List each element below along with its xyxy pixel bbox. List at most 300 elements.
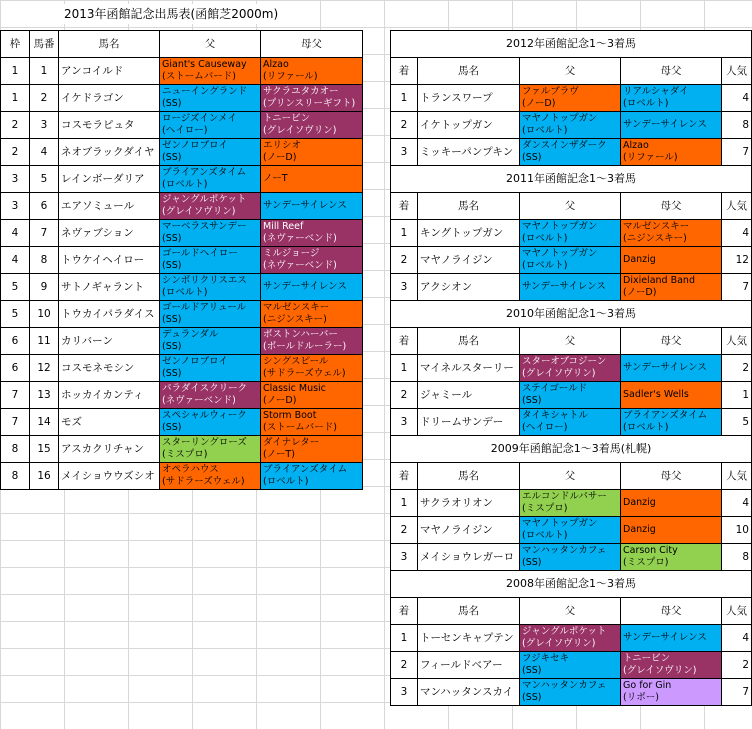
section-header-row [391, 598, 752, 625]
broodmare-sire-cell-line1: Alzao [263, 59, 289, 70]
broodmare-sire-cell[interactable] [621, 652, 722, 679]
broodmare-sire-cell-line2: (ネヴァーベンド) [263, 260, 337, 271]
sire-cell[interactable] [160, 436, 261, 463]
broodmare-sire-cell-line2: (ストームバード) [263, 422, 337, 433]
umaban-cell[interactable]: 7 [30, 220, 59, 247]
sire-cell-line1: シンボリクリスエス [162, 275, 247, 286]
sire-cell[interactable] [160, 328, 261, 355]
result-row [391, 355, 752, 382]
horse-name-cell[interactable]: ミッキーパンプキン [418, 139, 520, 166]
entry-row [1, 220, 363, 247]
umaban-cell[interactable]: 4 [30, 139, 59, 166]
broodmare-sire-cell-line1: サクラユタカオー [263, 86, 339, 97]
waku-cell[interactable]: 2 [1, 112, 30, 139]
entry-row [1, 274, 363, 301]
sire-cell-line2: (ノーD) [522, 98, 556, 109]
section-header-cell: 馬名 [418, 328, 520, 355]
sire-cell-line1: ダンスインザダーク [522, 140, 607, 151]
sire-cell-line2: (SS) [162, 368, 182, 379]
broodmare-sire-cell-line1: ブライアンズタイム [623, 410, 708, 421]
waku-cell[interactable]: 3 [1, 193, 30, 220]
sire-cell[interactable] [520, 517, 621, 544]
entry-row [1, 409, 363, 436]
broodmare-sire-cell-line2: (ノーD) [623, 287, 657, 298]
sire-cell[interactable] [160, 58, 261, 85]
finish-cell[interactable]: 1 [391, 625, 418, 652]
broodmare-sire-cell[interactable] [261, 328, 363, 355]
waku-cell[interactable]: 7 [1, 409, 30, 436]
entry-row [1, 58, 363, 85]
sire-cell-line2: (ロベルト) [522, 260, 568, 271]
broodmare-sire-cell[interactable] [261, 58, 363, 85]
sire-cell[interactable] [160, 463, 261, 490]
sire-cell-line1: ゴールドアリュール [162, 302, 247, 313]
sire-cell-line2: (グレイソヴリン) [522, 638, 596, 649]
sire-cell-line1: ロージズインメイ [162, 113, 237, 124]
sire-cell-line2: (ストームバード) [162, 71, 236, 82]
broodmare-sire-cell[interactable] [261, 85, 363, 112]
sire-cell[interactable] [520, 652, 621, 679]
sire-cell-line1: マンハッタンカフェ [522, 680, 607, 691]
finish-cell[interactable]: 1 [391, 220, 418, 247]
entry-header-cell: 枠 [1, 31, 30, 58]
horse-name-cell[interactable]: ジャミール [418, 382, 520, 409]
sire-cell-line2: (SS) [162, 341, 182, 352]
broodmare-sire-cell-line1: Carson City [623, 545, 678, 556]
popularity-cell[interactable]: 12 [722, 247, 752, 274]
entry-table [0, 30, 363, 490]
horse-name-cell[interactable]: トランスワープ [418, 85, 520, 112]
popularity-cell[interactable]: 8 [722, 112, 752, 139]
horse-name-cell[interactable]: ドリームサンデー [418, 409, 520, 436]
sire-cell-line1: ブライアンズタイム [162, 167, 247, 178]
sire-cell[interactable] [520, 139, 621, 166]
broodmare-sire-cell[interactable] [261, 274, 363, 301]
umaban-cell[interactable]: 13 [30, 382, 59, 409]
sire-cell[interactable] [160, 382, 261, 409]
section-header-cell: 着 [391, 58, 418, 85]
broodmare-sire-cell-line2: (ボールドルーラー) [263, 341, 347, 352]
broodmare-sire-cell-line2: (ロベルト) [623, 422, 669, 433]
waku-cell[interactable]: 6 [1, 355, 30, 382]
broodmare-sire-cell-line1: ダイナレター [263, 437, 320, 448]
entry-header-cell: 父 [160, 31, 261, 58]
section-header-cell: 着 [391, 463, 418, 490]
horse-name-cell[interactable]: イケドラゴン [59, 85, 160, 112]
sire-cell-line1: ゼンノロブロイ [162, 140, 228, 151]
horse-name-cell[interactable]: アスカクリチャン [59, 436, 160, 463]
broodmare-sire-cell[interactable] [621, 679, 722, 706]
horse-name-cell[interactable]: アクシオン [418, 274, 520, 301]
waku-cell[interactable]: 4 [1, 220, 30, 247]
result-row [391, 112, 752, 139]
popularity-cell[interactable]: 1 [722, 382, 752, 409]
broodmare-sire-cell-line2: (リファール) [623, 152, 678, 163]
waku-cell[interactable]: 6 [1, 328, 30, 355]
sire-cell-line2: (ヘイロー) [162, 125, 208, 136]
section-header-cell: 人気 [722, 463, 752, 490]
section-header-row [391, 58, 752, 85]
sire-cell-line1: パラダイスクリーク [162, 383, 248, 394]
horse-name-cell[interactable]: モズ [59, 409, 160, 436]
sire-cell[interactable] [520, 382, 621, 409]
broodmare-sire-cell-line2: (ネヴァーベンド) [263, 233, 337, 244]
past-results-table [390, 30, 752, 706]
popularity-cell[interactable]: 7 [722, 679, 752, 706]
popularity-cell[interactable]: 8 [722, 544, 752, 571]
sire-cell[interactable] [520, 247, 621, 274]
sire-cell[interactable] [160, 85, 261, 112]
broodmare-sire-cell-line1: Danzig [623, 254, 656, 265]
broodmare-sire-cell-line1: サンデーサイレンス [263, 281, 347, 292]
broodmare-sire-cell-line1: トニービン [623, 653, 671, 664]
section-header-cell: 着 [391, 193, 418, 220]
popularity-cell[interactable]: 10 [722, 517, 752, 544]
sire-cell-line2: (ロベルト) [522, 530, 568, 541]
section-header-cell: 母父 [621, 463, 722, 490]
umaban-cell[interactable]: 1 [30, 58, 59, 85]
sire-cell-line2: (SS) [522, 665, 542, 676]
horse-name-cell[interactable]: フィールドベアー [418, 652, 520, 679]
finish-cell[interactable]: 3 [391, 544, 418, 571]
horse-name-cell[interactable]: サトノギャラント [59, 274, 160, 301]
entry-row [1, 85, 363, 112]
waku-cell[interactable]: 5 [1, 301, 30, 328]
sire-cell[interactable] [520, 85, 621, 112]
section-header-cell: 父 [520, 193, 621, 220]
horse-name-cell[interactable]: ネオブラックダイヤ [59, 139, 160, 166]
result-row [391, 382, 752, 409]
sire-cell[interactable] [160, 301, 261, 328]
sire-cell-line1: マヤノトップガン [522, 221, 598, 232]
horse-name-cell[interactable]: マイネルスターリー [418, 355, 520, 382]
broodmare-sire-cell-line1: シングスピール [263, 356, 329, 367]
entry-row [1, 139, 363, 166]
broodmare-sire-cell-line1: ボストンハーバー [263, 329, 338, 340]
sire-cell[interactable] [160, 139, 261, 166]
horse-name-cell[interactable]: トウケイヘイロー [59, 247, 160, 274]
broodmare-sire-cell-line1: サンデーサイレンス [623, 119, 707, 130]
result-row [391, 85, 752, 112]
sire-cell[interactable] [160, 166, 261, 193]
sire-cell-line1: Giant's Causeway [162, 59, 247, 70]
finish-cell[interactable]: 1 [391, 355, 418, 382]
broodmare-sire-cell-line2: (ニジンスキー) [263, 314, 327, 325]
horse-name-cell[interactable]: ホッカイカンティ [59, 382, 160, 409]
entry-row [1, 355, 363, 382]
broodmare-sire-cell-line1: Danzig [623, 524, 656, 535]
sire-cell-line2: (ロベルト) [522, 125, 568, 136]
broodmare-sire-cell[interactable] [261, 409, 363, 436]
sire-cell[interactable] [520, 274, 621, 301]
sire-cell-line2: (SS) [162, 314, 182, 325]
horse-name-cell[interactable]: マヤノライジン [418, 247, 520, 274]
result-row [391, 274, 752, 301]
popularity-cell[interactable]: 4 [722, 490, 752, 517]
waku-cell[interactable]: 1 [1, 58, 30, 85]
section-title-row [391, 301, 752, 328]
broodmare-sire-cell-line1: トニービン [263, 113, 311, 124]
entry-header-cell: 馬番 [30, 31, 59, 58]
result-row [391, 625, 752, 652]
broodmare-sire-cell[interactable] [621, 382, 722, 409]
section-title-row [391, 31, 752, 58]
umaban-cell[interactable]: 6 [30, 193, 59, 220]
finish-cell[interactable]: 2 [391, 517, 418, 544]
broodmare-sire-cell-line2: (サドラーズウェル) [263, 368, 346, 379]
waku-cell[interactable]: 4 [1, 247, 30, 274]
sire-cell[interactable] [520, 355, 621, 382]
result-row [391, 220, 752, 247]
entry-row [1, 247, 363, 274]
umaban-cell[interactable]: 10 [30, 301, 59, 328]
horse-name-cell[interactable]: トーセンキャプテン [418, 625, 520, 652]
section-header-cell: 母父 [621, 598, 722, 625]
entry-row [1, 382, 363, 409]
sire-cell[interactable] [160, 274, 261, 301]
broodmare-sire-cell-line2: (グレイソヴリン) [623, 665, 697, 676]
section-header-cell: 人気 [722, 193, 752, 220]
broodmare-sire-cell-line1: リアルシャダイ [623, 86, 689, 97]
sire-cell-line1: マンハッタンカフェ [522, 545, 607, 556]
section-header-cell: 父 [520, 598, 621, 625]
broodmare-sire-cell-line2: (リファール) [263, 71, 318, 82]
section-header-cell: 父 [520, 58, 621, 85]
broodmare-sire-cell-line1: マルゼンスキー [623, 221, 690, 232]
umaban-cell[interactable]: 2 [30, 85, 59, 112]
sire-cell-line2: (グレイソヴリン) [162, 206, 236, 217]
sire-cell-line2: (グレイソヴリン) [522, 368, 596, 379]
sire-cell-line1: スペシャルウィーク [162, 410, 247, 421]
broodmare-sire-cell[interactable] [621, 490, 722, 517]
popularity-cell[interactable]: 5 [722, 409, 752, 436]
sire-cell[interactable] [520, 679, 621, 706]
sire-cell-line2: (SS) [522, 557, 542, 568]
broodmare-sire-cell[interactable] [261, 112, 363, 139]
section-header-cell: 馬名 [418, 463, 520, 490]
popularity-cell[interactable]: 4 [722, 220, 752, 247]
entry-row [1, 301, 363, 328]
broodmare-sire-cell-line1: Go for Gin [623, 680, 672, 691]
broodmare-sire-cell[interactable] [621, 625, 722, 652]
horse-name-cell[interactable]: コスモネモシン [59, 355, 160, 382]
popularity-cell[interactable]: 7 [722, 139, 752, 166]
waku-cell[interactable]: 7 [1, 382, 30, 409]
finish-cell[interactable]: 2 [391, 112, 418, 139]
broodmare-sire-cell[interactable] [621, 517, 722, 544]
waku-cell[interactable]: 8 [1, 463, 30, 490]
sire-cell[interactable] [520, 112, 621, 139]
result-row [391, 679, 752, 706]
waku-cell[interactable]: 5 [1, 274, 30, 301]
broodmare-sire-cell-line2: (リボー) [623, 692, 659, 703]
broodmare-sire-cell-line1: Classic Music [263, 383, 326, 394]
broodmare-sire-cell[interactable] [621, 85, 722, 112]
sire-cell-line2: (SS) [162, 422, 182, 433]
sire-cell-line1: マヤノトップガン [522, 113, 598, 124]
broodmare-sire-cell[interactable] [621, 247, 722, 274]
sire-cell-line2: (ミスプロ) [162, 449, 208, 460]
sire-cell-line2: (サドラーズウェル) [162, 476, 245, 487]
popularity-cell[interactable]: 7 [722, 274, 752, 301]
entry-row [1, 328, 363, 355]
horse-name-cell[interactable]: メイショウウズシオ [59, 463, 160, 490]
broodmare-sire-cell[interactable] [261, 193, 363, 220]
finish-cell[interactable]: 2 [391, 247, 418, 274]
sire-cell[interactable] [160, 112, 261, 139]
section-header-row [391, 193, 752, 220]
waku-cell[interactable]: 1 [1, 85, 30, 112]
sire-cell-line1: サンデーサイレンス [522, 281, 606, 292]
finish-cell[interactable]: 3 [391, 409, 418, 436]
entry-row [1, 166, 363, 193]
broodmare-sire-cell[interactable] [621, 544, 722, 571]
broodmare-sire-cell[interactable] [261, 139, 363, 166]
horse-name-cell[interactable]: カリバーン [59, 328, 160, 355]
popularity-cell[interactable]: 2 [722, 652, 752, 679]
finish-cell[interactable]: 2 [391, 652, 418, 679]
sire-cell-line1: ニューイングランド [162, 86, 248, 97]
broodmare-sire-cell[interactable] [621, 274, 722, 301]
result-row [391, 247, 752, 274]
section-header-row [391, 463, 752, 490]
horse-name-cell[interactable]: イケトップガン [418, 112, 520, 139]
waku-cell[interactable]: 2 [1, 139, 30, 166]
section-title: 2011年函館記念1～3着馬 [391, 166, 752, 193]
broodmare-sire-cell-line1: ブライアンズタイム [263, 464, 348, 475]
result-row [391, 490, 752, 517]
result-row [391, 544, 752, 571]
finish-cell[interactable]: 1 [391, 490, 418, 517]
sire-cell[interactable] [160, 355, 261, 382]
entry-row [1, 193, 363, 220]
sire-cell[interactable] [520, 625, 621, 652]
broodmare-sire-cell[interactable] [621, 355, 722, 382]
broodmare-sire-cell[interactable] [261, 463, 363, 490]
popularity-cell[interactable]: 2 [722, 355, 752, 382]
broodmare-sire-cell[interactable] [261, 220, 363, 247]
sire-cell[interactable] [520, 409, 621, 436]
sire-cell[interactable] [520, 544, 621, 571]
umaban-cell[interactable]: 11 [30, 328, 59, 355]
horse-name-cell[interactable]: エアソミュール [59, 193, 160, 220]
umaban-cell[interactable]: 16 [30, 463, 59, 490]
sire-cell-line2: (SS) [162, 152, 182, 163]
sire-cell[interactable] [160, 409, 261, 436]
sire-cell-line2: (ネヴァーベンド) [162, 395, 236, 406]
horse-name-cell[interactable]: アンコイルド [59, 58, 160, 85]
broodmare-sire-cell-line1: Danzig [623, 497, 656, 508]
broodmare-sire-cell[interactable] [261, 301, 363, 328]
section-header-cell: 人気 [722, 598, 752, 625]
waku-cell[interactable]: 3 [1, 166, 30, 193]
sire-cell-line2: (SS) [162, 233, 182, 244]
broodmare-sire-cell[interactable] [621, 220, 722, 247]
horse-name-cell[interactable]: サクラオリオン [418, 490, 520, 517]
finish-cell[interactable]: 2 [391, 382, 418, 409]
section-header-cell: 父 [520, 463, 621, 490]
section-header-cell: 母父 [621, 193, 722, 220]
broodmare-sire-cell[interactable] [261, 382, 363, 409]
result-row [391, 409, 752, 436]
horse-name-cell[interactable]: マヤノライジン [418, 517, 520, 544]
section-title-row [391, 436, 752, 463]
finish-cell[interactable]: 3 [391, 679, 418, 706]
sire-cell-line2: (SS) [522, 692, 542, 703]
umaban-cell[interactable]: 12 [30, 355, 59, 382]
finish-cell[interactable]: 1 [391, 85, 418, 112]
section-header-cell: 馬名 [418, 58, 520, 85]
result-row [391, 517, 752, 544]
umaban-cell[interactable]: 14 [30, 409, 59, 436]
umaban-cell[interactable]: 5 [30, 166, 59, 193]
sire-cell-line2: (SS) [162, 260, 182, 271]
broodmare-sire-cell[interactable] [261, 436, 363, 463]
sire-cell[interactable] [520, 490, 621, 517]
sire-cell[interactable] [160, 220, 261, 247]
umaban-cell[interactable]: 9 [30, 274, 59, 301]
broodmare-sire-cell-line1: Alzao [623, 140, 649, 151]
finish-cell[interactable]: 3 [391, 274, 418, 301]
broodmare-sire-cell-line1: エリシオ [263, 140, 302, 151]
horse-name-cell[interactable]: キングトップガン [418, 220, 520, 247]
broodmare-sire-cell-line1: マルゼンスキー [263, 302, 330, 313]
sire-cell-line1: ジャングルポケット [522, 626, 607, 637]
sire-cell-line1: デュランダル [162, 329, 219, 340]
popularity-cell[interactable]: 4 [722, 625, 752, 652]
sire-cell[interactable] [160, 193, 261, 220]
sire-cell[interactable] [160, 247, 261, 274]
section-title: 2009年函館記念1～3着馬(札幌) [391, 436, 752, 463]
broodmare-sire-cell[interactable] [261, 166, 363, 193]
sire-cell-line1: ステイゴールド [522, 383, 588, 394]
horse-name-cell[interactable]: トウカイパラダイス [59, 301, 160, 328]
horse-name-cell[interactable]: マンハッタンスカイ [418, 679, 520, 706]
horse-name-cell[interactable]: ネヴァブション [59, 220, 160, 247]
waku-cell[interactable]: 8 [1, 436, 30, 463]
broodmare-sire-cell-line2: (ロベルト) [623, 98, 669, 109]
horse-name-cell[interactable]: コスモラピュタ [59, 112, 160, 139]
result-row [391, 139, 752, 166]
broodmare-sire-cell[interactable] [261, 247, 363, 274]
sire-cell-line2: (ミスプロ) [522, 503, 568, 514]
broodmare-sire-cell[interactable] [261, 355, 363, 382]
section-header-cell: 馬名 [418, 598, 520, 625]
sire-cell-line1: タイキシャトル [522, 410, 589, 421]
section-title-row [391, 166, 752, 193]
sheet-title: 2013年函館記念出馬表(函館芝2000m) [60, 4, 282, 24]
broodmare-sire-cell[interactable] [621, 139, 722, 166]
entry-header-cell: 母父 [261, 31, 363, 58]
horse-name-cell[interactable]: メイショウレガーロ [418, 544, 520, 571]
finish-cell[interactable]: 3 [391, 139, 418, 166]
sire-cell-line1: スターリングローズ [162, 437, 247, 448]
umaban-cell[interactable]: 15 [30, 436, 59, 463]
broodmare-sire-cell[interactable] [621, 112, 722, 139]
section-header-cell: 馬名 [418, 193, 520, 220]
entry-row [1, 463, 363, 490]
sire-cell-line2: (SS) [522, 395, 542, 406]
popularity-cell[interactable]: 4 [722, 85, 752, 112]
horse-name-cell[interactable]: レインボーダリア [59, 166, 160, 193]
sire-cell-line1: スターオブコジーン [522, 356, 607, 367]
umaban-cell[interactable]: 3 [30, 112, 59, 139]
broodmare-sire-cell[interactable] [621, 409, 722, 436]
section-header-cell: 人気 [722, 328, 752, 355]
entry-row [1, 436, 363, 463]
sire-cell[interactable] [520, 220, 621, 247]
umaban-cell[interactable]: 8 [30, 247, 59, 274]
